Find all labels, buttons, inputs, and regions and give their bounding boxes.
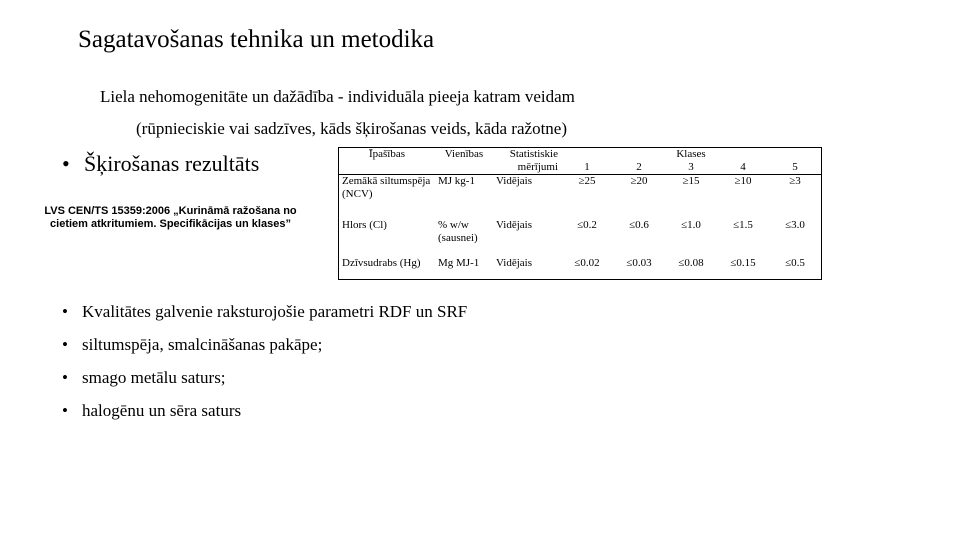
list-item <box>62 399 467 432</box>
row-value: ≤0.6 <box>629 219 649 231</box>
header-classes-label: Klases <box>676 148 706 160</box>
row-value: ≤1.5 <box>733 219 753 231</box>
header-class-4: 4 <box>717 148 769 175</box>
list-item-text: halogēnu un sēra saturs <box>82 401 242 420</box>
main-bullet <box>62 151 259 177</box>
row-property-text: Zemākā siltumspēja (NCV) <box>342 175 431 200</box>
row-unit: MJ kg-1 <box>438 175 475 187</box>
header-property: Īpašības <box>339 148 436 175</box>
row-value: ≤0.5 <box>769 257 822 280</box>
table-row <box>339 219 822 257</box>
row-stat: Vidējais <box>493 257 561 280</box>
list-item-text: smago metālu saturs; <box>82 368 226 387</box>
row-value: ≤3.0 <box>769 219 822 257</box>
row-stat: Vidējais <box>496 219 532 231</box>
list-item-text: Kvalitātes galvenie raksturojošie parametri RDF un SRF <box>82 302 468 321</box>
list-item <box>62 366 467 399</box>
list-item <box>62 300 467 333</box>
row-value: ≤0.03 <box>613 257 665 280</box>
row-value: ≥25 <box>578 175 596 187</box>
subtitle-heterogeneity: Liela nehomogenitāte un dažādība - individuāla pieeja katram veidam <box>100 87 575 106</box>
row-property: Dzīvsudrabs (Hg) <box>339 257 436 280</box>
row-property: Hlors (Cl) <box>339 219 436 257</box>
row-value: ≥15 <box>682 175 700 187</box>
row-value: ≤0.08 <box>665 257 717 280</box>
parameter-bullet-list <box>62 300 467 432</box>
page-title: Sagatavošanas tehnika un metodika <box>78 26 435 53</box>
table-row <box>339 175 822 220</box>
header-class-2: 2 <box>613 148 665 175</box>
row-value: ≤1.0 <box>681 219 701 231</box>
bullet-dot-icon: • <box>62 302 68 321</box>
table-header-row <box>339 148 822 175</box>
row-value: ≤0.2 <box>577 219 597 231</box>
list-item-text: siltumspēja, smalcināšanas pakāpe; <box>82 335 323 354</box>
row-value: ≥3 <box>769 175 822 220</box>
header-class-5: 5 <box>769 148 822 175</box>
header-class-3-number: 3 <box>688 161 694 173</box>
header-stat: Statistiskie mērījumi <box>493 148 561 175</box>
row-stat: Vidējais <box>496 175 532 187</box>
subtitle-sources: (rūpnieciskie vai sadzīves, kāds šķirošanas veids, kāda ražotne) <box>136 119 567 138</box>
row-property <box>339 175 436 220</box>
header-class-1: 1 <box>561 148 613 175</box>
row-value: ≤0.15 <box>717 257 769 280</box>
header-unit: Vienības <box>435 148 493 175</box>
table-row <box>339 257 822 280</box>
bullet-dot-icon: • <box>62 401 68 420</box>
row-unit: Mg MJ-1 <box>435 257 493 280</box>
row-value: ≥10 <box>734 175 752 187</box>
standard-reference: LVS CEN/TS 15359:2006 „Kurināmā ražošana no cietiem atkritumiem. Specifikācijas un klases” <box>44 205 297 230</box>
classification-table <box>338 147 822 280</box>
bullet-dot-icon: • <box>62 151 70 176</box>
row-unit: % w/w (sausnei) <box>438 219 478 244</box>
main-bullet-text: Šķirošanas rezultāts <box>84 151 260 176</box>
bullet-dot-icon: • <box>62 335 68 354</box>
row-value: ≤0.02 <box>561 257 613 280</box>
bullet-dot-icon: • <box>62 368 68 387</box>
header-class-3 <box>665 148 717 175</box>
row-value: ≥20 <box>630 175 648 187</box>
list-item <box>62 333 467 366</box>
